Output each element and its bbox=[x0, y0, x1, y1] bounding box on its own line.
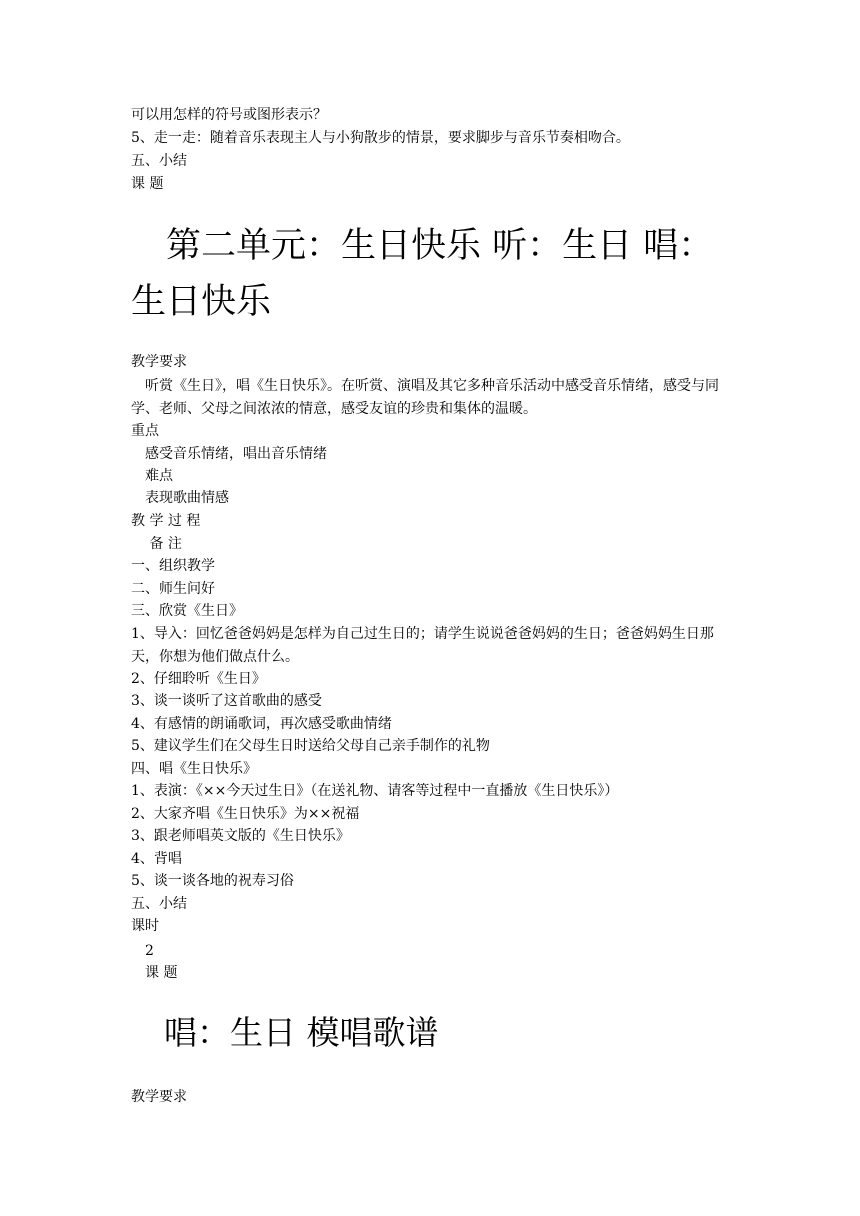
list-item: 四、唱《生日快乐》 bbox=[131, 761, 257, 777]
section-label: 重点 bbox=[131, 423, 159, 439]
list-item: 2、大家齐唱《生日快乐》为××祝福 bbox=[131, 806, 360, 822]
section-label: 难点 bbox=[131, 468, 173, 484]
list-item: 1、表演：《××今天过生日》（在送礼物、请客等过程中一直播放《生日快乐》） bbox=[131, 783, 619, 799]
text-line: 5、走一走：随着音乐表现主人与小狗散步的情景，要求脚步与音乐节奏相吻合。 bbox=[131, 130, 630, 146]
section-label: 课时 bbox=[131, 918, 159, 934]
list-item: 4、背唱 bbox=[131, 851, 182, 867]
unit-heading: 第二单元：生日快乐 听：生日 唱：生日快乐 bbox=[131, 226, 714, 322]
text-line: 感受音乐情绪，唱出音乐情绪 bbox=[131, 446, 327, 462]
list-item: 1、导入：回忆爸爸妈妈是怎样为自己过生日的；请学生说说爸爸妈妈的生日；爸爸妈妈生日那天，你想为他们做点什么。 bbox=[131, 626, 714, 665]
section-label: 课 题 bbox=[131, 965, 178, 981]
list-item: 5、建议学生们在父母生日时送给父母自己亲手制作的礼物 bbox=[131, 738, 490, 754]
section-label: 教学要求 bbox=[131, 1089, 187, 1105]
lesson-heading: 唱：生日 模唱歌谱 bbox=[131, 1013, 439, 1052]
section-label: 教 学 过 程 bbox=[131, 513, 201, 529]
period-value: 2 bbox=[131, 943, 154, 959]
list-item: 2、仔细聆听《生日》 bbox=[131, 671, 266, 687]
requirement-text: 听赏《生日》，唱《生日快乐》。在听赏、演唱及其它多种音乐活动中感受音乐情绪，感受与同学、老师、父母之间浓浓的情意，感受友谊的珍贵和集体的温暖。 bbox=[131, 378, 719, 417]
list-item: 5、谈一谈各地的祝寿习俗 bbox=[131, 873, 294, 889]
text-line: 课 题 bbox=[131, 176, 164, 192]
text-line: 表现歌曲情感 bbox=[131, 490, 229, 506]
list-item: 五、小结 bbox=[131, 896, 187, 912]
list-item: 4、有感情的朗诵歌词，再次感受歌曲情绪 bbox=[131, 716, 392, 732]
list-item: 3、跟老师唱英文版的《生日快乐》 bbox=[131, 828, 350, 844]
text-line: 可以用怎样的符号或图形表示？ bbox=[131, 107, 327, 123]
list-item: 二、师生问好 bbox=[131, 581, 215, 597]
list-item: 三、欣赏《生日》 bbox=[131, 603, 243, 619]
text-line: 五、小结 bbox=[131, 153, 187, 169]
section-label: 教学要求 bbox=[131, 354, 187, 370]
list-item: 3、谈一谈听了这首歌曲的感受 bbox=[131, 693, 322, 709]
section-label: 备 注 bbox=[131, 536, 182, 552]
list-item: 一、组织教学 bbox=[131, 558, 215, 574]
